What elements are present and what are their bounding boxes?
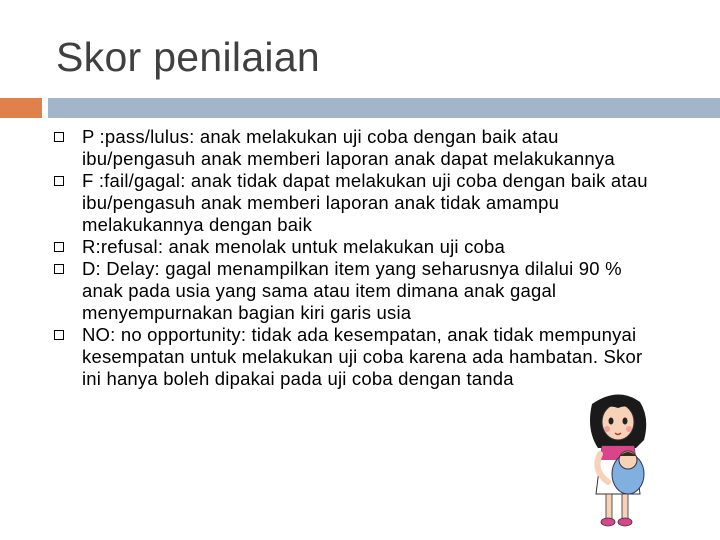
list-item (53, 126, 653, 170)
slide-title: Skor penilaian (56, 34, 321, 80)
accent-bar-blue (48, 98, 720, 118)
hollow-square-icon (54, 264, 64, 274)
list-item-text: F :fail/gagal: anak tidak dapat melakukan uji coba dengan baik atau ibu/pengasuh anak memberi laporan anak tidak amampu melakukannya dengan baik (82, 170, 648, 235)
score-list (53, 126, 653, 390)
list-item-text: D: Delay: gagal menampilkan item yang seharusnya dilalui 90 % anak pada usia yang sama atau item dimana anak gagal menyempurnakan bagian kiri garis usia (82, 258, 622, 323)
list-item (53, 236, 653, 258)
hollow-square-icon (54, 330, 64, 340)
hollow-square-icon (54, 132, 64, 142)
girl-carrying-baby-icon (578, 390, 658, 530)
list-item-text: P :pass/lulus: anak melakukan uji coba dengan baik atau ibu/pengasuh anak memberi laporan anak dapat melakukannya (82, 126, 615, 169)
list-item (53, 170, 653, 236)
list-item (53, 258, 653, 324)
list-item (53, 324, 653, 390)
list-item-text: NO: no opportunity: tidak ada kesempatan, anak tidak mempunyai kesempatan untuk melakukan uji coba karena ada hambatan. Skor ini hanya boleh dipakai pada uji coba dengan tanda (82, 324, 643, 389)
hollow-square-icon (54, 242, 64, 252)
accent-bar-orange (0, 98, 42, 118)
list-item-text: R:refusal: anak menolak untuk melakukan uji coba (82, 236, 505, 257)
hollow-square-icon (54, 176, 64, 186)
